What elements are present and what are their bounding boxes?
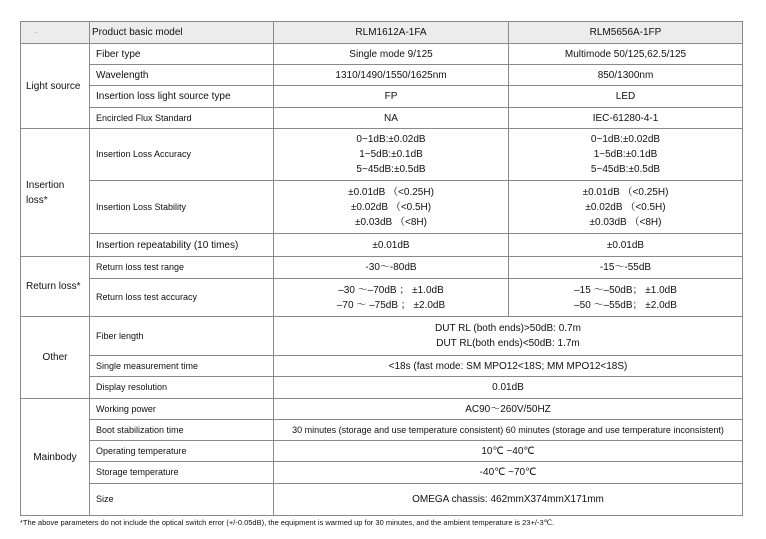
value-rl-range-b: -15～-55dB: [509, 257, 743, 279]
header-corner: -: [21, 22, 90, 44]
label-il-repeatability: Insertion repeatability (10 times): [90, 234, 274, 257]
label-boot: Boot stabilization time: [90, 420, 274, 441]
value-line: 0~1dB:±0.02dB: [356, 134, 426, 145]
spec-table: [20, 21, 743, 516]
header-label: Product basic model: [90, 22, 274, 44]
row-resolution: [21, 377, 743, 399]
header-row: [21, 22, 743, 44]
value-il-repeatability-a: ±0.01dB: [274, 234, 509, 257]
value-il-stability-b: [509, 181, 743, 234]
value-rl-accuracy-a: [274, 279, 509, 317]
value-line: DUT RL(both ends)<50dB: 1.7m: [436, 338, 580, 349]
value-line: –15 ～–50dB； ±1.0dB: [574, 284, 677, 296]
label-il-accuracy: Insertion Loss Accuracy: [90, 129, 274, 181]
header-model-b: RLM5656A-1FP: [509, 22, 743, 44]
row-rl-accuracy: [21, 279, 743, 317]
spec-table-container: [20, 21, 742, 516]
value-line: ±0.03dB （<8H): [589, 216, 662, 228]
label-efs: Encircled Flux Standard: [90, 108, 274, 129]
row-il-type: [21, 86, 743, 108]
group-mainbody: Mainbody: [21, 399, 90, 516]
footnote: *The above parameters do not include the optical switch error (+/-0.05dB), the equipment is warmed up for 30 minutes, and the ambient temperature is 23+/-3℃.: [20, 518, 555, 527]
value-line: 5~45dB:±0.5dB: [356, 164, 426, 175]
row-boot: [21, 420, 743, 441]
value-st-temp: -40℃ ~70℃: [274, 462, 743, 484]
value-rl-range-a: -30～-80dB: [274, 257, 509, 279]
row-wavelength: [21, 65, 743, 86]
label-fiber-type: Fiber type: [90, 44, 274, 65]
value-wavelength-a: 1310/1490/1550/1625nm: [274, 65, 509, 86]
value-line: ±0.02dB （<0.5H): [350, 201, 432, 213]
value-line: 5~45dB:±0.5dB: [590, 164, 661, 175]
value-il-accuracy-a: [274, 129, 509, 181]
group-light-source: Light source: [21, 44, 90, 129]
label-fiber-length: Fiber length: [90, 317, 274, 356]
value-il-type-a: FP: [274, 86, 509, 108]
value-line: –50 ～–55dB； ±2.0dB: [574, 299, 677, 311]
value-il-repeatability-b: ±0.01dB: [509, 234, 743, 257]
header-model-a: RLM1612A-1FA: [274, 22, 509, 44]
group-insertion-loss-line1: Insertion: [26, 179, 65, 191]
row-single-time: [21, 356, 743, 377]
value-line: ±0.01dB （<0.25H): [348, 186, 434, 198]
value-size: OMEGA chassis: 462mmX374mmX171mm: [274, 484, 743, 516]
row-size: [21, 484, 743, 516]
value-il-accuracy-b: [509, 129, 743, 181]
row-op-temp: [21, 441, 743, 462]
label-op-temp: Operating temperature: [90, 441, 274, 462]
row-efs: [21, 108, 743, 129]
value-line: 1~5dB:±0.1dB: [359, 149, 423, 160]
value-fiber-length: [274, 317, 743, 356]
value-efs-b: IEC-61280-4-1: [509, 108, 743, 129]
value-line: ±0.03dB （<8H): [355, 216, 427, 228]
row-il-repeatability: [21, 234, 743, 257]
label-resolution: Display resolution: [90, 377, 274, 399]
group-insertion-loss-line2: loss*: [26, 194, 48, 206]
value-il-type-b: LED: [509, 86, 743, 108]
value-power: AC90～260V/50HZ: [274, 399, 743, 420]
value-line: ±0.01dB （<0.25H): [582, 186, 669, 198]
value-resolution: 0.01dB: [274, 377, 743, 399]
label-size: Size: [90, 484, 274, 516]
value-il-stability-a: [274, 181, 509, 234]
group-insertion-loss: [21, 129, 90, 257]
label-single-time: Single measurement time: [90, 356, 274, 377]
row-fiber-length: [21, 317, 743, 356]
row-rl-range: [21, 257, 743, 279]
row-st-temp: [21, 462, 743, 484]
row-il-accuracy: [21, 129, 743, 181]
label-st-temp: Storage temperature: [90, 462, 274, 484]
row-il-stability: [21, 181, 743, 234]
group-other: Other: [21, 317, 90, 399]
label-wavelength: Wavelength: [90, 65, 274, 86]
value-line: ±0.02dB （<0.5H): [585, 201, 666, 213]
label-il-type: Insertion loss light source type: [90, 86, 274, 108]
value-fiber-type-a: Single mode 9/125: [274, 44, 509, 65]
value-rl-accuracy-b: [509, 279, 743, 317]
label-rl-accuracy: Return loss test accuracy: [90, 279, 274, 317]
value-line: 0~1dB:±0.02dB: [590, 134, 661, 145]
value-op-temp: 10℃ ~40℃: [274, 441, 743, 462]
value-line: 1~5dB:±0.1dB: [593, 149, 658, 160]
value-line: –30 ～–70dB ； ±1.0dB: [338, 284, 444, 296]
value-boot: 30 minutes (storage and use temperature consistent) 60 minutes (storage and use temperature inconsistent): [274, 420, 743, 441]
label-il-stability: Insertion Loss Stability: [90, 181, 274, 234]
value-wavelength-b: 850/1300nm: [509, 65, 743, 86]
value-single-time: <18s (fast mode: SM MPO12<18S; MM MPO12<18S): [274, 356, 743, 377]
value-efs-a: NA: [274, 108, 509, 129]
row-power: [21, 399, 743, 420]
value-line: –70 ～ –75dB ； ±2.0dB: [336, 299, 446, 311]
value-fiber-type-b: Multimode 50/125,62.5/125: [509, 44, 743, 65]
value-line: DUT RL (both ends)>50dB: 0.7m: [435, 323, 581, 334]
label-rl-range: Return loss test range: [90, 257, 274, 279]
group-return-loss: Return loss*: [21, 257, 90, 317]
label-power: Working power: [90, 399, 274, 420]
row-fiber-type: [21, 44, 743, 65]
